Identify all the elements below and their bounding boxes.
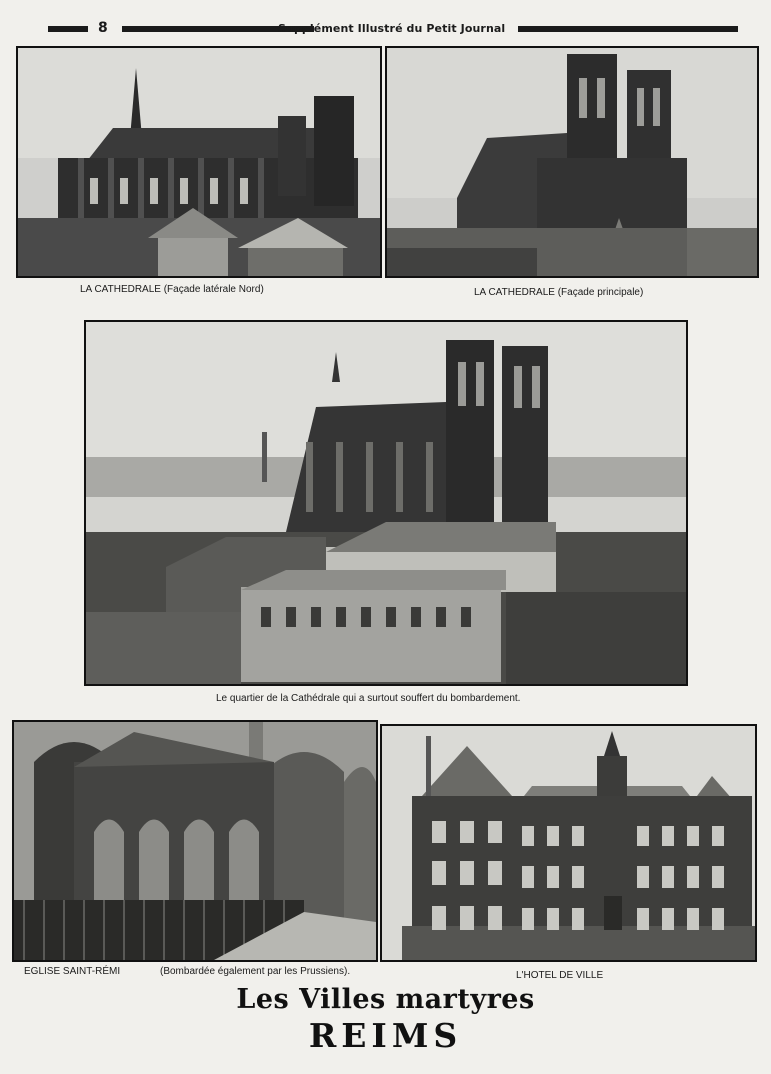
caption-cathedral-main: LA CATHEDRALE (Façade principale): [474, 287, 644, 298]
caption-cathedral-north: LA CATHEDRALE (Façade latérale Nord): [80, 284, 264, 295]
photo-eglise-saint-remi: [12, 720, 378, 962]
caption-saint-remi-note: (Bombardée également par les Prussiens).: [160, 966, 351, 977]
headline-title: Les Villes martyres: [236, 984, 535, 1015]
page-header: [48, 20, 738, 40]
publication-title: Supplément Illustré du Petit Journal: [278, 22, 506, 35]
photo-cathedral-north-facade: [16, 46, 382, 278]
header-rule: [518, 26, 738, 32]
caption-hotel-de-ville: L'HOTEL DE VILLE: [516, 970, 604, 981]
page-number: 8: [98, 20, 108, 36]
header-rule: [48, 26, 88, 32]
photo-cathedral-district: [84, 320, 688, 686]
caption-saint-remi: EGLISE SAINT-RÉMI: [24, 966, 121, 977]
headline-city: REIMS: [308, 1016, 463, 1055]
photo-hotel-de-ville: [380, 724, 757, 962]
photo-cathedral-main-facade: [385, 46, 759, 278]
caption-cathedral-district: Le quartier de la Cathédrale qui a surtout souffert du bombardement.: [216, 693, 521, 704]
